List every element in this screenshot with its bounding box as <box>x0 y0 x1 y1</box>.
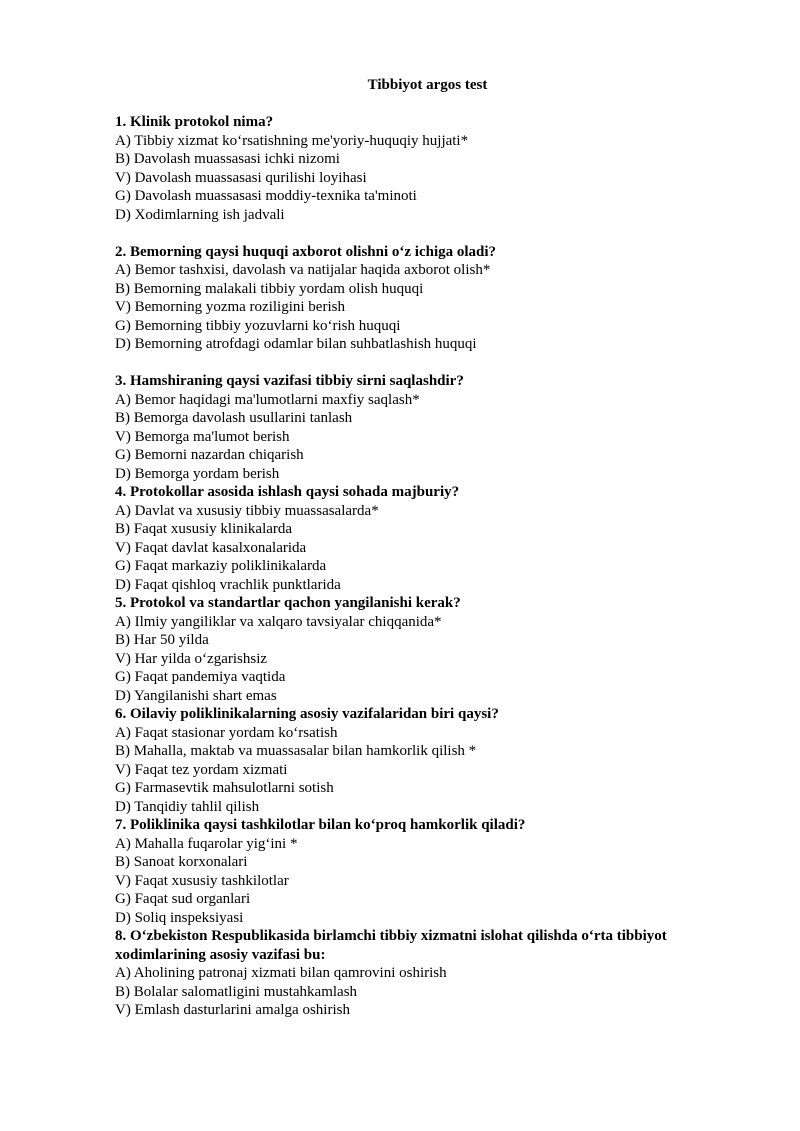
option-b: B) Mahalla, maktab va muassasalar bilan hamkorlik qilish * <box>115 743 477 759</box>
question-text: 5. Protokol va standartlar qachon yangilanishi kerak? <box>115 595 461 611</box>
document-page <box>115 76 715 1020</box>
question-text: 6. Oilaviy poliklinikalarning asosiy vazifalaridan biri qaysi? <box>115 706 499 722</box>
question-text: 3. Hamshiraning qaysi vazifasi tibbiy sirni saqlashdir? <box>115 373 464 389</box>
option-a: A) Mahalla fuqarolar yig‘ini * <box>115 835 298 852</box>
option-v: V) Emlash dasturlarini amalga oshirish <box>115 1002 350 1018</box>
option-b: B) Bolalar salomatligini mustahkamlash <box>115 983 358 1000</box>
question-7 <box>115 816 715 927</box>
option-v: V) Faqat tez yordam xizmati <box>115 761 288 778</box>
option-d: D) Bemorning atrofdagi odamlar bilan suhbatlashish huquqi <box>115 336 477 352</box>
option-b: B) Davolash muassasasi ichki nizomi <box>115 151 340 167</box>
spacer <box>115 354 715 373</box>
option-d: D) Faqat qishloq vrachlik punktlarida <box>115 576 341 593</box>
question-text: 1. Klinik protokol nima? <box>115 114 274 130</box>
option-a: A) Aholining patronaj xizmati bilan qamrovini oshirish <box>115 965 447 981</box>
question-text: 4. Protokollar asosida ishlash qaysi sohada majburiy? <box>115 484 460 500</box>
spacer <box>115 224 715 243</box>
question-4 <box>115 483 715 594</box>
option-v: V) Faqat davlat kasalxonalarida <box>115 539 307 556</box>
question-6 <box>115 705 715 816</box>
option-a: A) Ilmiy yangiliklar va xalqaro tavsiyalar chiqqanida* <box>115 613 442 630</box>
question-text: 7. Poliklinika qaysi tashkilotlar bilan ko‘proq hamkorlik qiladi? <box>115 817 526 833</box>
option-g: G) Faqat sud organlari <box>115 891 251 907</box>
option-b: B) Sanoat korxonalari <box>115 854 248 870</box>
question-1 <box>115 113 715 224</box>
option-g: G) Davolash muassasasi moddiy-texnika ta'minoti <box>115 188 417 204</box>
option-v: V) Davolash muassasasi qurilishi loyihasi <box>115 169 367 186</box>
option-g: G) Farmasevtik mahsulotlarni sotish <box>115 780 334 796</box>
option-v: V) Bemorning yozma roziligini berish <box>115 299 345 315</box>
option-a: A) Davlat va xususiy tibbiy muassasalarda* <box>115 502 379 519</box>
option-g: G) Bemorning tibbiy yozuvlarni ko‘rish huquqi <box>115 317 401 334</box>
option-b: B) Faqat xususiy klinikalarda <box>115 521 293 537</box>
question-5 <box>115 594 715 705</box>
option-a: A) Tibbiy xizmat ko‘rsatishning me'yoriy-huquqiy hujjati* <box>115 132 469 149</box>
option-a: A) Faqat stasionar yordam ko‘rsatish <box>115 724 338 741</box>
option-a: A) Bemor tashxisi, davolash va natijalar haqida axborot olish* <box>115 262 491 278</box>
option-d: D) Soliq inspeksiyasi <box>115 909 244 926</box>
option-d: D) Bemorga yordam berish <box>115 465 280 482</box>
option-g: G) Faqat pandemiya vaqtida <box>115 669 286 685</box>
option-b: B) Har 50 yilda <box>115 632 209 648</box>
option-g: G) Bemorni nazardan chiqarish <box>115 447 304 463</box>
option-d: D) Yangilanishi shart emas <box>115 687 277 704</box>
option-v: V) Bemorga ma'lumot berish <box>115 428 290 445</box>
option-b: B) Bemorga davolash usullarini tanlash <box>115 410 353 426</box>
option-d: D) Xodimlarning ish jadvali <box>115 206 285 223</box>
option-d: D) Tanqidiy tahlil qilish <box>115 798 260 815</box>
option-v: V) Har yilda o‘zgarishsiz <box>115 650 268 667</box>
question-text: 8. O‘zbekiston Respublikasida birlamchi tibbiy xizmatni islohat qilishda o‘rta tibbiyot xodimlarining asosiy vazifasi bu: <box>115 928 667 963</box>
option-b: B) Bemorning malakali tibbiy yordam olish huquqi <box>115 280 424 297</box>
option-g: G) Faqat markaziy poliklinikalarda <box>115 558 327 574</box>
option-v: V) Faqat xususiy tashkilotlar <box>115 872 289 889</box>
option-a: A) Bemor haqidagi ma'lumotlarni maxfiy saqlash* <box>115 391 420 408</box>
question-3 <box>115 372 715 483</box>
question-8 <box>115 927 715 1020</box>
document-title: Tibbiyot argos test <box>367 77 488 93</box>
question-text: 2. Bemorning qaysi huquqi axborot olishni o‘z ichiga oladi? <box>115 243 497 260</box>
question-2 <box>115 243 715 354</box>
